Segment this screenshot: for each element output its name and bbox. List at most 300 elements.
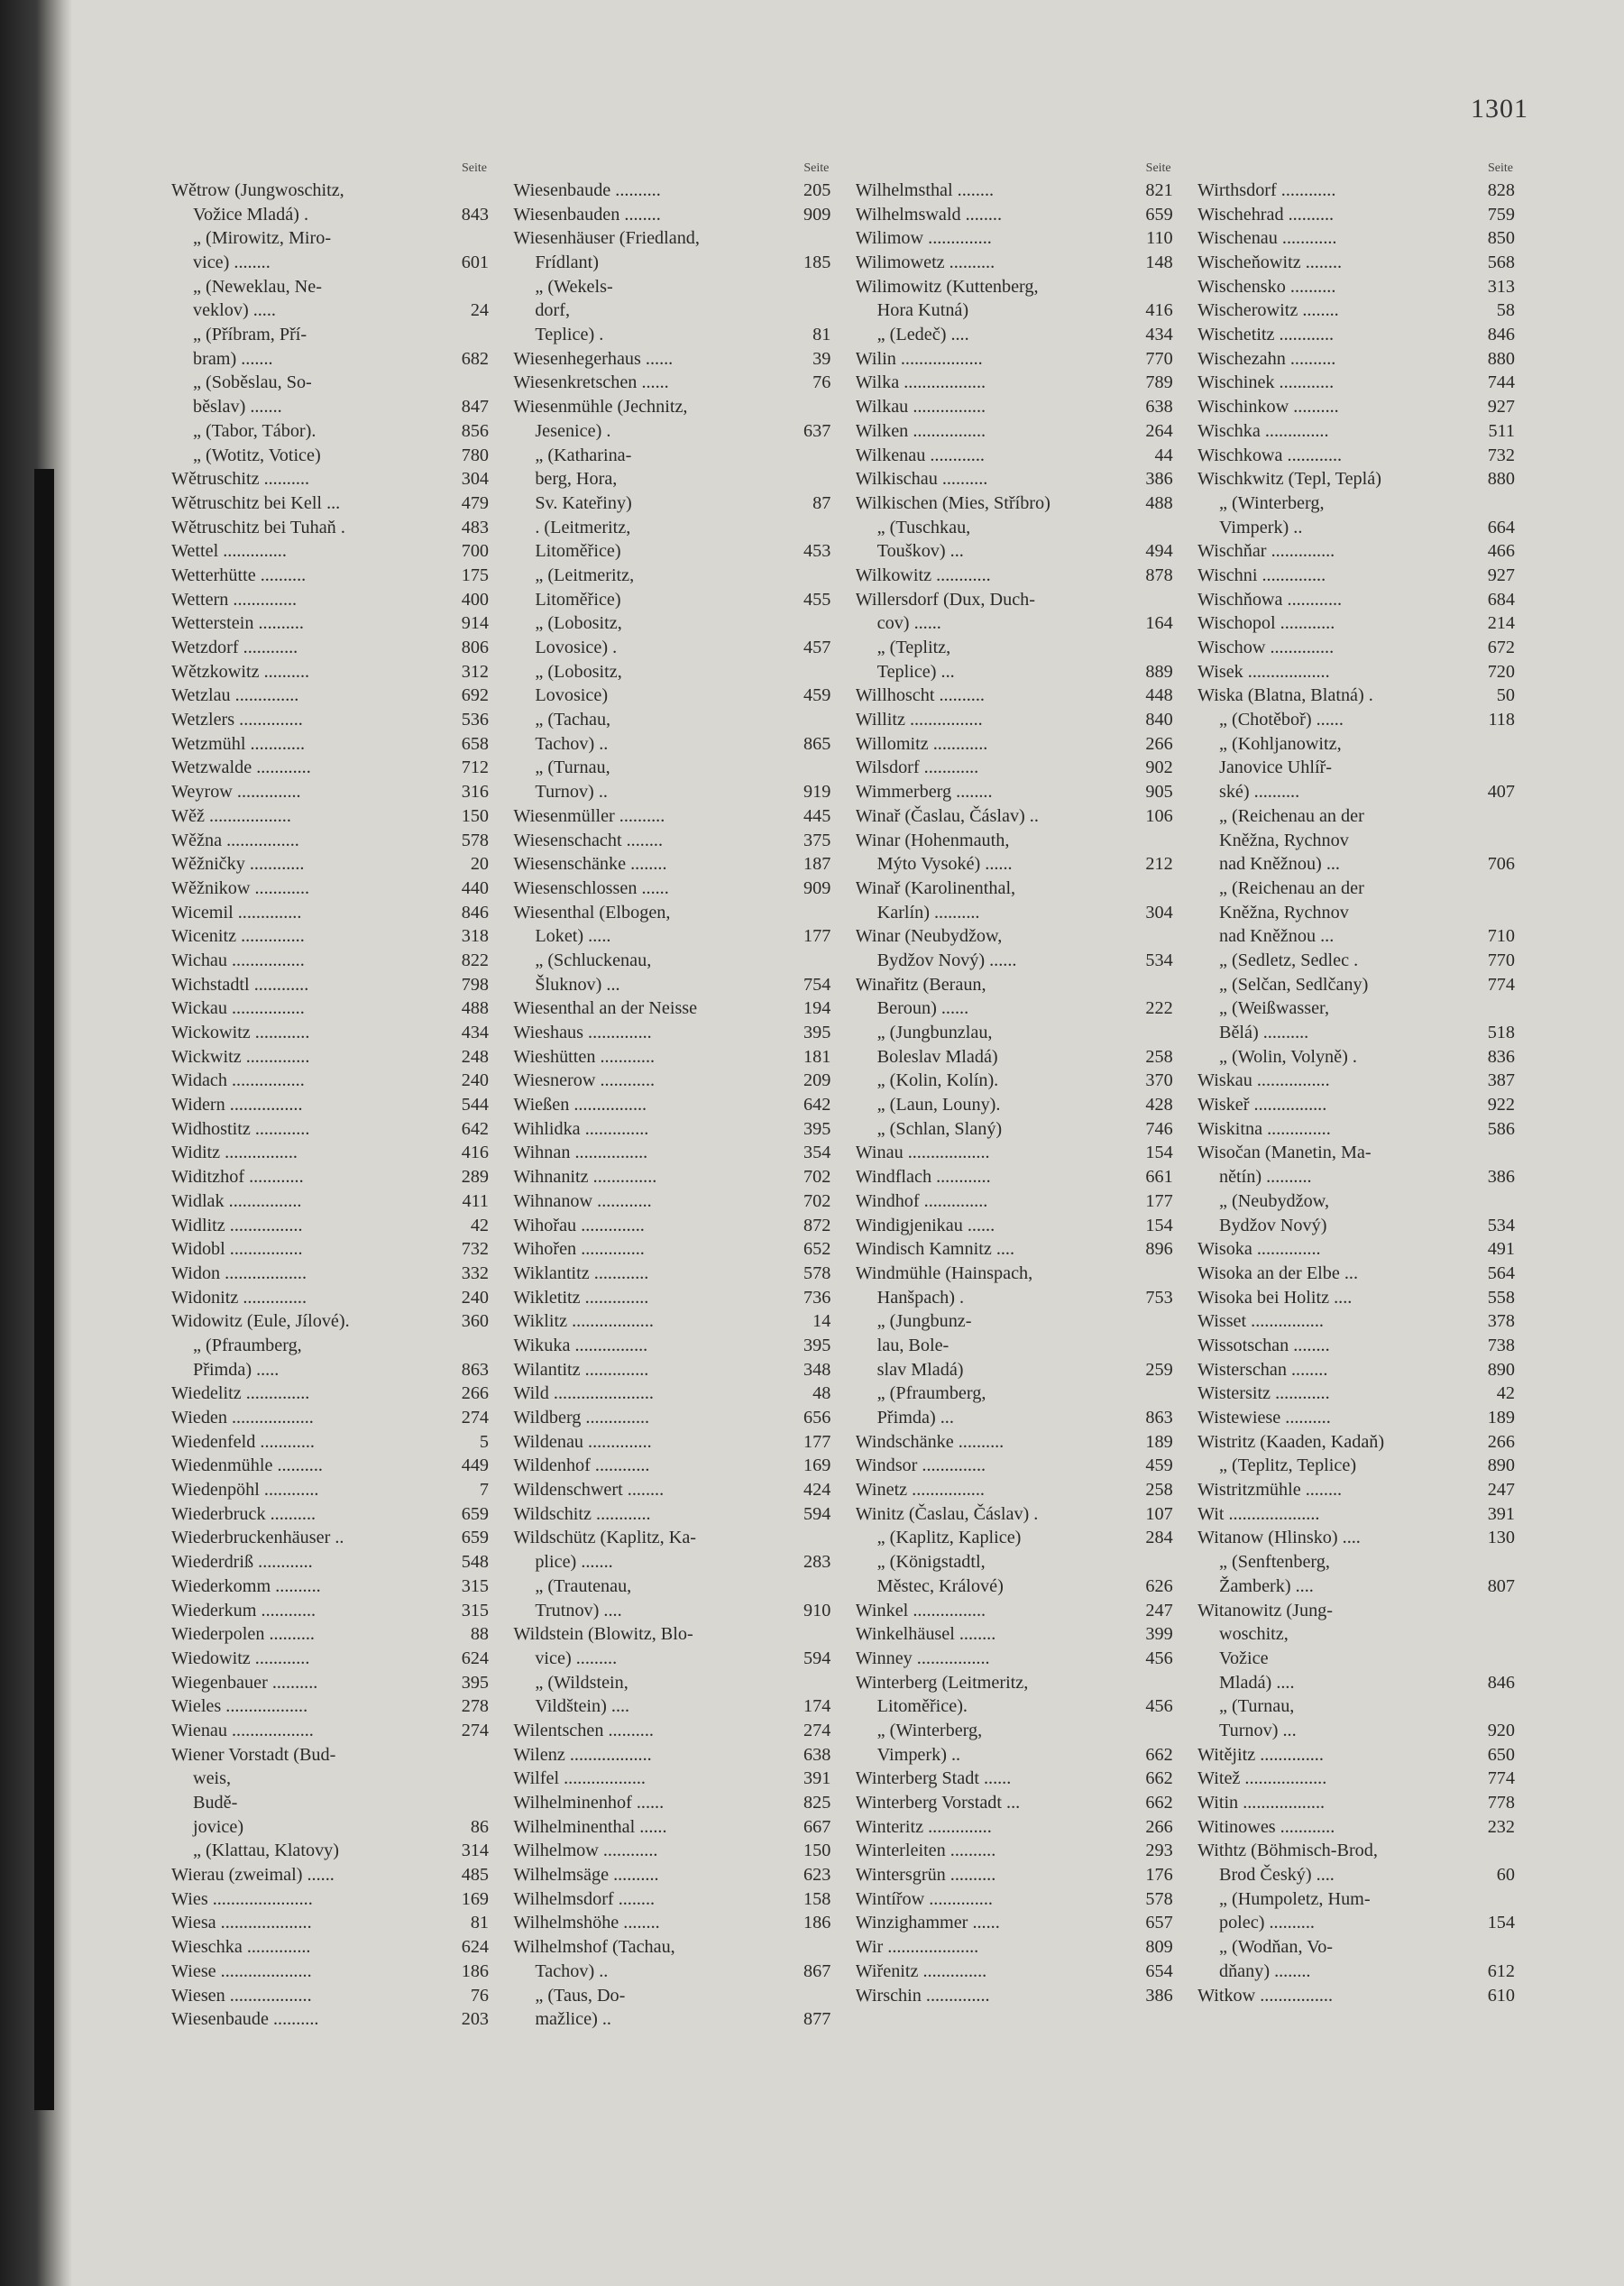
index-entry [513, 996, 830, 1021]
index-entry [856, 1045, 1173, 1070]
entry-name: „ (Wotitz, Votice) [193, 445, 321, 465]
index-entry [513, 780, 830, 804]
entry-page: 920 [1487, 1720, 1515, 1740]
entry-page: 434 [1145, 325, 1173, 345]
entry-page: 304 [461, 469, 489, 490]
index-entry [1197, 924, 1515, 949]
index-entry [513, 1599, 830, 1623]
entry-name: Widern ................ [171, 1095, 303, 1115]
entry-name: Wisoka an der Elbe ... [1197, 1262, 1358, 1283]
entry-page: 39 [812, 348, 831, 369]
entry-name: Wischerowitz ........ [1197, 300, 1339, 321]
entry-name: Wihnanow ............ [513, 1190, 652, 1211]
entry-name: Wintířow .............. [855, 1888, 993, 1909]
index-entry [171, 1358, 489, 1382]
index-entry [171, 1550, 489, 1574]
index-column-2 [513, 159, 830, 2107]
entry-page: 395 [803, 1335, 831, 1355]
index-entry [513, 1069, 830, 1093]
index-entry [856, 732, 1173, 757]
index-entry [1197, 901, 1515, 925]
entry-page: 445 [803, 805, 831, 826]
entry-name: Kněžna, Rychnov [1218, 830, 1349, 850]
index-entry [856, 419, 1173, 444]
entry-name: vice) ........ [193, 252, 271, 273]
index-entry [856, 1478, 1173, 1502]
entry-page: 274 [803, 1720, 831, 1740]
seite-header: Seite [803, 161, 830, 175]
entry-name: Wischopol ............ [1197, 613, 1335, 634]
entry-name: „ (Reichenau an der [1218, 877, 1364, 898]
index-entry [171, 780, 489, 804]
index-entry [513, 588, 830, 612]
entry-page: 289 [461, 1167, 489, 1188]
entry-name: Wiesenschänke ........ [513, 854, 667, 875]
entry-page: 642 [461, 1118, 489, 1139]
index-entry [856, 251, 1173, 275]
entry-page: 150 [461, 805, 489, 826]
entry-name: Winau .................. [855, 1143, 990, 1163]
entry-name: mažlice) .. [535, 2009, 611, 2030]
entry-page: 240 [461, 1287, 489, 1308]
index-entry [513, 1887, 830, 1912]
entry-page: 399 [1145, 1624, 1173, 1645]
index-entry [171, 179, 489, 203]
index-entry [171, 1406, 489, 1430]
entry-name: Widowitz (Eule, Jílové). [171, 1311, 350, 1332]
index-entry [513, 1214, 830, 1238]
entry-page: 667 [803, 1816, 831, 1837]
entry-name: Windisch Kamnitz .... [855, 1239, 1015, 1260]
index-entry [1197, 708, 1515, 732]
entry-page: 154 [1145, 1143, 1173, 1163]
index-entry [856, 1142, 1173, 1166]
entry-page: 428 [1145, 1095, 1173, 1115]
entry-name: Vožice [1218, 1648, 1269, 1668]
entry-name: Wiesa .................... [171, 1913, 312, 1933]
entry-name: „ (Jungbunz- [876, 1311, 972, 1332]
entry-name: Wildstein (Blowitz, Blo- [513, 1624, 693, 1645]
index-entry [513, 804, 830, 829]
index-entry [856, 973, 1173, 997]
entry-page: 187 [803, 854, 831, 875]
entry-name: Wiesenbauden ........ [513, 204, 661, 225]
entry-name: „ (Kolin, Kolín). [876, 1070, 999, 1091]
index-entry [1197, 564, 1515, 588]
index-entry [513, 1262, 830, 1286]
index-entry [171, 732, 489, 757]
index-entry [171, 1117, 489, 1142]
index-entry [171, 1863, 489, 1887]
entry-page: 890 [1487, 1455, 1515, 1476]
entry-page: 534 [1145, 950, 1173, 970]
entry-name: nad Kněžnou) ... [1218, 854, 1340, 875]
index-entry [513, 901, 830, 925]
entry-page: 232 [1487, 1816, 1515, 1837]
entry-name: „ (Taus, Do- [535, 1985, 626, 2006]
entry-name: cov) ...... [876, 613, 941, 634]
index-entry [1197, 1117, 1515, 1142]
entry-name: Wěžna ................ [171, 830, 299, 850]
entry-page: 266 [1487, 1431, 1515, 1452]
index-entry [513, 419, 830, 444]
entry-name: Wisset ................ [1197, 1311, 1324, 1332]
entry-page: 169 [461, 1888, 489, 1909]
entry-name: „ (Lobositz, [535, 661, 622, 682]
entry-name: Wilimowetz .......... [855, 252, 996, 273]
index-entry [513, 1454, 830, 1478]
entry-page: 466 [1487, 541, 1515, 562]
entry-name: Wichstadtl ............ [171, 974, 309, 995]
entry-page: 710 [1487, 926, 1515, 947]
index-entry [1197, 636, 1515, 660]
entry-name: plice) ....... [535, 1552, 613, 1573]
entry-name: Lovosice) . [535, 638, 618, 658]
index-entry [1197, 1189, 1515, 1214]
index-entry [513, 829, 830, 853]
index-entry [1197, 1093, 1515, 1117]
index-entry [1197, 323, 1515, 347]
index-entry [513, 1527, 830, 1551]
index-entry [856, 611, 1173, 636]
index-entry [856, 444, 1173, 468]
entry-page: 659 [1145, 204, 1173, 225]
index-entry [856, 829, 1173, 853]
index-entry [1197, 1767, 1515, 1791]
entry-page: 754 [803, 974, 831, 995]
entry-name: „ (Turnau, [535, 757, 610, 778]
index-entry [513, 684, 830, 708]
index-entry [513, 372, 830, 396]
entry-page: 110 [1146, 228, 1173, 249]
index-entry [171, 419, 489, 444]
entry-name: Winkelhäusel ........ [855, 1624, 996, 1645]
index-entry [856, 1406, 1173, 1430]
entry-name: Witanowitz (Jung- [1197, 1600, 1333, 1620]
entry-page: 558 [1487, 1287, 1515, 1308]
entry-name: Winař (Karolinenthal, [855, 877, 1016, 898]
entry-name: Touškov) ... [876, 541, 964, 562]
entry-name: Windhof .............. [855, 1190, 988, 1211]
entry-page: 266 [1145, 1816, 1173, 1837]
entry-name: Widobl ................ [171, 1239, 303, 1260]
entry-name: „ (Tuschkau, [876, 517, 971, 537]
index-entry [171, 1984, 489, 2008]
entry-page: 902 [1145, 757, 1173, 778]
entry-page: 836 [1487, 1046, 1515, 1067]
entry-page: 395 [803, 1023, 831, 1043]
index-entry [513, 179, 830, 203]
index-entry [513, 708, 830, 732]
entry-page: 843 [461, 204, 489, 225]
entry-page: 175 [461, 565, 489, 585]
entry-page: 434 [461, 1023, 489, 1043]
entry-page: 370 [1145, 1070, 1173, 1091]
index-column-4 [1197, 159, 1515, 2107]
index-column-1 [171, 159, 489, 2107]
entry-page: 867 [803, 1960, 831, 1981]
entry-page: 247 [1487, 1480, 1515, 1501]
index-entry [856, 1117, 1173, 1142]
index-entry [1197, 1309, 1515, 1334]
entry-page: 564 [1487, 1262, 1515, 1283]
index-entry [513, 636, 830, 660]
entry-name: Kněžna, Rychnov [1218, 902, 1349, 923]
entry-name: Wilka .................. [855, 372, 986, 393]
entry-page: 847 [461, 397, 489, 418]
entry-name: „ (Soběslau, So- [193, 372, 312, 393]
entry-page: 896 [1145, 1239, 1173, 1260]
entry-name: Wilantitz .............. [513, 1359, 649, 1380]
index-entry [1197, 1694, 1515, 1719]
entry-name: „ (Teplitz, Teplice) [1218, 1455, 1357, 1476]
index-entry [1197, 226, 1515, 251]
entry-page: 222 [1145, 998, 1173, 1019]
entry-name: Wieschka .............. [171, 1937, 311, 1958]
entry-name: Frídlant) [535, 252, 599, 273]
index-entry [1197, 1527, 1515, 1551]
entry-page: 746 [1145, 1118, 1173, 1139]
entry-name: Weyrow .............. [171, 782, 301, 803]
entry-page: 488 [1145, 492, 1173, 513]
index-entry [171, 1093, 489, 1117]
index-entry [856, 1093, 1173, 1117]
index-entry [513, 852, 830, 877]
index-entry [1197, 829, 1515, 853]
index-entry [171, 1045, 489, 1070]
index-entry [513, 1045, 830, 1070]
entry-page: 702 [803, 1167, 831, 1188]
index-entry [513, 1912, 830, 1936]
entry-name: Wiederdriß ............ [171, 1552, 313, 1573]
index-entry [856, 1935, 1173, 1960]
index-entry [513, 1839, 830, 1863]
entry-name: „ (Schluckenau, [535, 950, 652, 970]
entry-name: Wiesenmühle (Jechnitz, [513, 397, 688, 418]
index-entry [856, 901, 1173, 925]
index-entry [1197, 588, 1515, 612]
index-entry [171, 973, 489, 997]
index-entry [1197, 1912, 1515, 1936]
entry-name: Wiederkum ............ [171, 1600, 317, 1620]
entry-page: 177 [803, 1431, 831, 1452]
entry-name: vice) ......... [535, 1648, 618, 1668]
entry-name: Wettel .............. [171, 541, 287, 562]
index-entry [1197, 372, 1515, 396]
index-entry [856, 1237, 1173, 1262]
index-entry [856, 1719, 1173, 1743]
index-entry [513, 1237, 830, 1262]
index-entry [513, 611, 830, 636]
entry-page: 150 [803, 1841, 831, 1861]
index-entry [513, 275, 830, 299]
entry-name: Willitz ................ [855, 710, 983, 730]
entry-page: 258 [1145, 1046, 1173, 1067]
index-entry [513, 1142, 830, 1166]
entry-name: Wiedenmühle .......... [171, 1455, 323, 1476]
index-entry [171, 1334, 489, 1358]
index-entry [513, 467, 830, 491]
index-entry [856, 1791, 1173, 1815]
entry-name: Wischni .............. [1197, 565, 1326, 585]
index-entry [856, 1527, 1173, 1551]
index-entry [856, 1165, 1173, 1189]
entry-name: Jesenice) . [535, 420, 611, 441]
index-entry [1197, 179, 1515, 203]
entry-page: 732 [1487, 445, 1515, 465]
entry-page: 284 [1145, 1528, 1173, 1548]
index-entry [513, 973, 830, 997]
index-entry [856, 1502, 1173, 1527]
entry-name: Wiesenschacht ........ [513, 830, 664, 850]
index-entry [513, 203, 830, 227]
entry-page: 662 [1145, 1744, 1173, 1765]
index-entry [1197, 539, 1515, 564]
entry-name: polec) .......... [1218, 1913, 1315, 1933]
entry-name: Wilhelminenthal ...... [513, 1816, 667, 1837]
index-entry [856, 1671, 1173, 1695]
entry-page: 594 [803, 1648, 831, 1668]
entry-name: Wihlidka .............. [513, 1118, 649, 1139]
entry-name: Městec, Králové) [876, 1575, 1004, 1596]
entry-name: Bydžov Nový) [1218, 1215, 1327, 1235]
index-entry [513, 1647, 830, 1671]
index-entry [513, 347, 830, 372]
entry-name: Wiedelitz .............. [171, 1383, 310, 1404]
index-entry [171, 1189, 489, 1214]
entry-page: 304 [1145, 902, 1173, 923]
index-entry [171, 1237, 489, 1262]
index-entry [1197, 757, 1515, 781]
entry-page: 774 [1487, 974, 1515, 995]
entry-name: Wistewiese .......... [1197, 1408, 1331, 1428]
index-entry [171, 1839, 489, 1863]
index-entry [171, 1622, 489, 1647]
index-entry [1197, 1454, 1515, 1478]
index-entry [513, 1021, 830, 1045]
entry-name: Wihnan ................ [513, 1143, 648, 1163]
index-entry [171, 588, 489, 612]
entry-page: 536 [461, 710, 489, 730]
index-entry [171, 1214, 489, 1238]
entry-page: 821 [1145, 179, 1173, 200]
entry-name: „ (Königstadtl, [876, 1552, 986, 1573]
index-entry [1197, 1550, 1515, 1574]
entry-page: 283 [803, 1552, 831, 1573]
entry-name: Wintersgrün .......... [855, 1865, 996, 1886]
entry-name: Wiedenfeld ............ [171, 1431, 315, 1452]
index-entry [856, 924, 1173, 949]
entry-page: 189 [1487, 1408, 1515, 1428]
entry-name: Teplice) ... [876, 661, 955, 682]
index-entry [1197, 1791, 1515, 1815]
entry-name: Wiřenitz .............. [855, 1960, 987, 1981]
index-entry [856, 467, 1173, 491]
entry-page: 586 [1487, 1118, 1515, 1139]
index-entry [513, 1694, 830, 1719]
entry-name: Wischinek ............ [1197, 372, 1335, 393]
entry-page: 416 [1145, 300, 1173, 321]
entry-page: 479 [461, 492, 489, 513]
entry-page: 247 [1145, 1600, 1173, 1620]
index-entry [171, 1165, 489, 1189]
entry-name: Wiskitna .............. [1197, 1118, 1331, 1139]
index-entry [513, 924, 830, 949]
entry-name: Winzighammer ...... [855, 1913, 1000, 1933]
entry-page: 637 [803, 420, 831, 441]
entry-page: 50 [1496, 685, 1515, 706]
entry-name: „ (Senftenberg, [1218, 1552, 1330, 1573]
entry-page: 395 [461, 1672, 489, 1693]
entry-page: 7 [479, 1480, 489, 1501]
entry-name: Wildenhof ............ [513, 1455, 650, 1476]
entry-page: 712 [461, 757, 489, 778]
entry-page: 601 [461, 252, 489, 273]
entry-name: Litoměřice) [535, 541, 621, 562]
index-entry [1197, 780, 1515, 804]
entry-name: „ (Mirowitz, Miro- [193, 228, 332, 249]
index-entry [1197, 1237, 1515, 1262]
index-entry [1197, 1045, 1515, 1070]
entry-page: 656 [803, 1408, 831, 1428]
index-entry [171, 1647, 489, 1671]
entry-page: 878 [1145, 565, 1173, 585]
entry-name: Wiskeř ................ [1197, 1095, 1327, 1115]
entry-page: 684 [1487, 589, 1515, 610]
entry-name: Wiesenhäuser (Friedland, [513, 228, 700, 249]
entry-page: 400 [461, 589, 489, 610]
entry-name: Wilhelmsdorf ........ [513, 1888, 656, 1909]
entry-page: 107 [1145, 1503, 1173, 1524]
entry-page: 158 [803, 1888, 831, 1909]
entry-page: 205 [803, 179, 831, 200]
entry-name: Willhoscht .......... [855, 685, 985, 706]
entry-page: 744 [1487, 372, 1515, 393]
index-entry [1197, 1599, 1515, 1623]
entry-name: „ (Pfraumberg, [876, 1383, 986, 1404]
index-entry [856, 804, 1173, 829]
entry-name: Litoměřice). [876, 1696, 968, 1717]
entry-page: 154 [1145, 1215, 1173, 1235]
index-entry [856, 1647, 1173, 1671]
entry-name: Wetzwalde ............ [171, 757, 311, 778]
index-entry [513, 1382, 830, 1406]
index-entry [1197, 804, 1515, 829]
index-entry [171, 1767, 489, 1791]
index-entry [171, 1527, 489, 1551]
entry-name: Wihořen .............. [513, 1239, 645, 1260]
entry-name: Witějitz .............. [1197, 1744, 1324, 1765]
entry-page: 806 [461, 638, 489, 658]
index-entry [856, 298, 1173, 323]
entry-name: Witkow ................ [1197, 1985, 1334, 2006]
index-entry [513, 444, 830, 468]
entry-name: Witin .................. [1197, 1793, 1326, 1813]
entry-page: 702 [803, 1190, 831, 1211]
entry-page: 203 [461, 2009, 489, 2030]
entry-name: Wiskau ................ [1197, 1070, 1330, 1091]
entry-page: 889 [1145, 661, 1173, 682]
entry-name: Wiklantitz ............ [513, 1262, 649, 1283]
entry-name: Witež .................. [1197, 1768, 1327, 1789]
index-entry [171, 372, 489, 396]
entry-page: 259 [1145, 1359, 1173, 1380]
entry-name: . (Leitmeritz, [535, 517, 631, 537]
index-entry [1197, 684, 1515, 708]
entry-name: Žamberk) .... [1218, 1575, 1314, 1596]
entry-page: 905 [1145, 782, 1173, 803]
entry-name: Wetterstein .......... [171, 613, 304, 634]
